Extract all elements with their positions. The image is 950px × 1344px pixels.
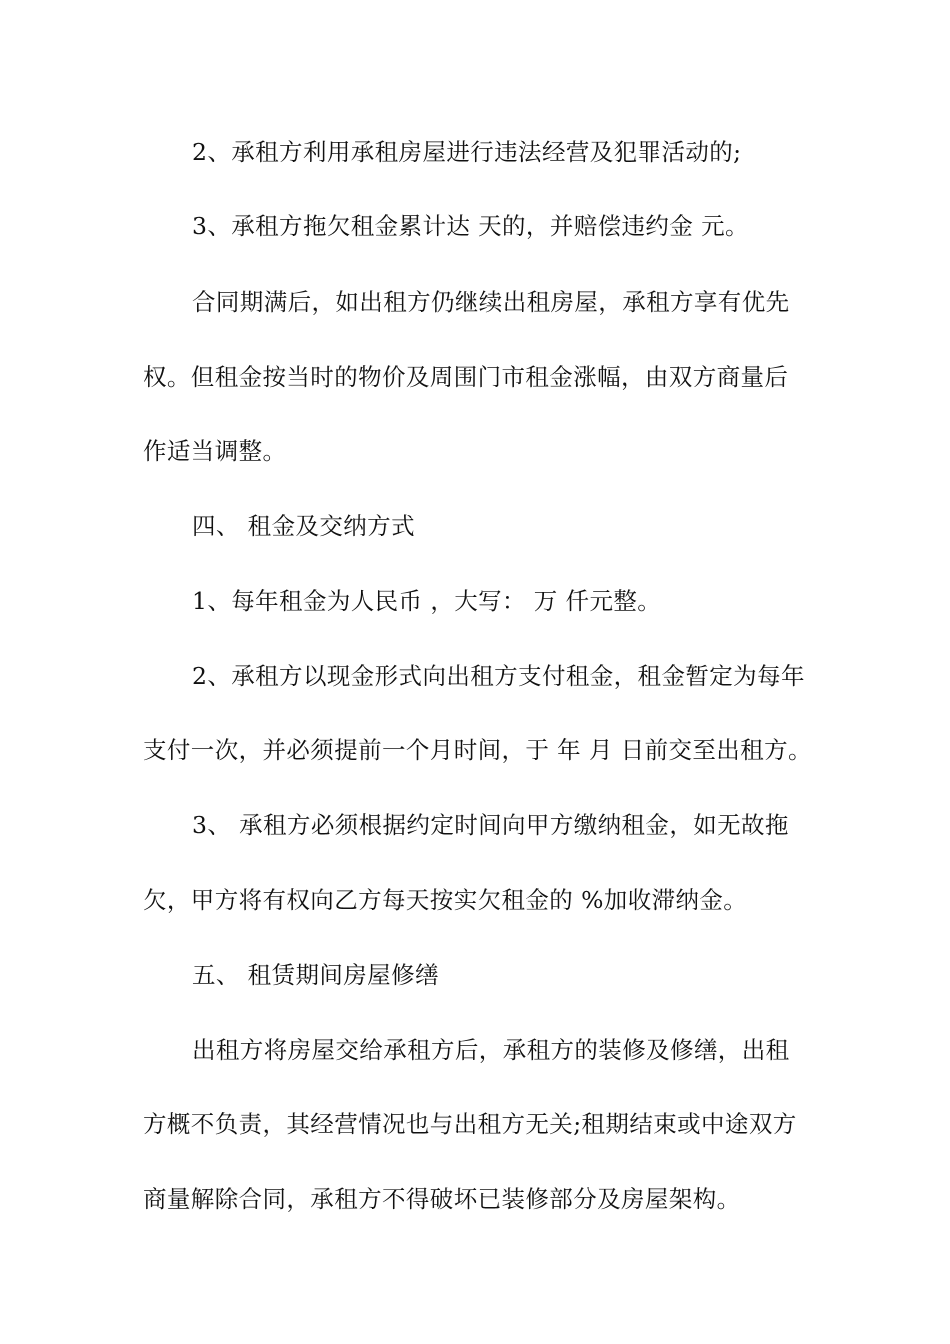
paragraph-renewal-line-3: 作适当调整。 (143, 437, 287, 465)
clause-3-late-fee-line-1: 3、 承租方必须根据约定时间向甲方缴纳租金，如无故拖 (192, 811, 789, 839)
section-heading-repairs: 五、 租赁期间房屋修缮 (192, 961, 439, 989)
paragraph-renewal-line-2: 权。但租金按当时的物价及周围门市租金涨幅，由双方商量后 (143, 363, 789, 391)
paragraph-repairs-line-1: 出租方将房屋交给承租方后，承租方的装修及修缮，出租 (192, 1036, 790, 1064)
clause-3-late-fee-line-2: 欠，甲方将有权向乙方每天按实欠租金的 %加收滞纳金。 (143, 886, 748, 914)
paragraph-renewal-line-1: 合同期满后，如出租方仍继续出租房屋，承租方享有优先 (192, 288, 790, 316)
clause-1-annual-rent: 1、每年租金为人民币 ，大写： 万 仟元整。 (192, 587, 662, 615)
clause-2-payment-line-1: 2、承租方以现金形式向出租方支付租金，租金暂定为每年 (192, 662, 805, 690)
clause-3-rent-arrears: 3、承租方拖欠租金累计达 天的，并赔偿违约金 元。 (192, 212, 749, 240)
clause-2-payment-line-2: 支付一次，并必须提前一个月时间，于 年 月 日前交至出租方。 (143, 736, 812, 764)
section-heading-rent-payment: 四、 租金及交纳方式 (192, 512, 415, 540)
clause-2-illegal-use: 2、承租方利用承租房屋进行违法经营及犯罪活动的; (192, 138, 742, 166)
paragraph-repairs-line-3: 商量解除合同，承租方不得破坏已装修部分及房屋架构。 (143, 1185, 741, 1213)
paragraph-repairs-line-2: 方概不负责，其经营情况也与出租方无关;租期结束或中途双方 (143, 1110, 797, 1138)
